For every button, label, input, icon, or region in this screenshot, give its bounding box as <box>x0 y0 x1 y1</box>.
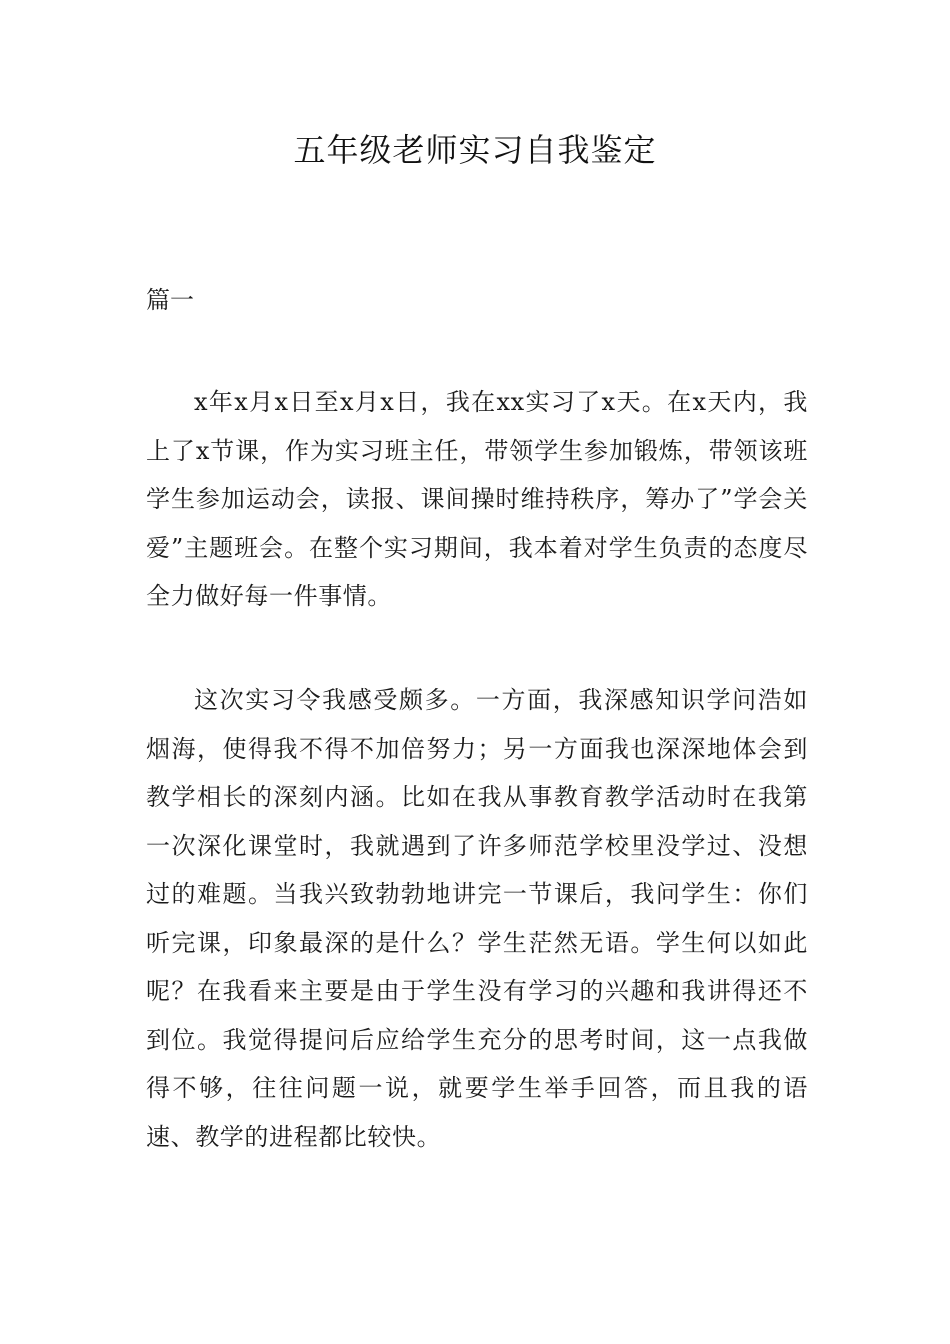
section-label: 篇一 <box>146 286 194 314</box>
paragraph-2: 这次实习令我感受颇多。一方面，我深感知识学问浩如烟海，使得我不得不加倍努力；另一方面我也深深地体会到教学相长的深刻内涵。比如在我从事教育教学活动时在我第一次深化课堂时，我就遇到了许多师范学校里没学过、没想过的难题。当我兴致勃勃地讲完一节课后，我问学生：你们听完课，印象最深的是什么？学生茫然无语。学生何以如此呢？在我看来主要是由于学生没有学习的兴趣和我讲得还不到位。我觉得提问后应给学生充分的思考时间，这一点我做得不够，往往问题一说，就要学生举手回答，而且我的语速、教学的进程都比较快。 <box>146 686 808 1151</box>
document-title: 五年级老师实习自我鉴定 <box>293 131 657 169</box>
paragraph-1: x年x月x日至x月x日，我在xx实习了x天。在x天内，我上了x节课，作为实习班主任，带领学生参加锻炼，带领该班学生参加运动会，读报、课间操时维持秩序，筹办了”学会关爱”主题班会。在整个实习期间，我本着对学生负责的态度尽全力做好每一件事情。 <box>146 388 808 610</box>
